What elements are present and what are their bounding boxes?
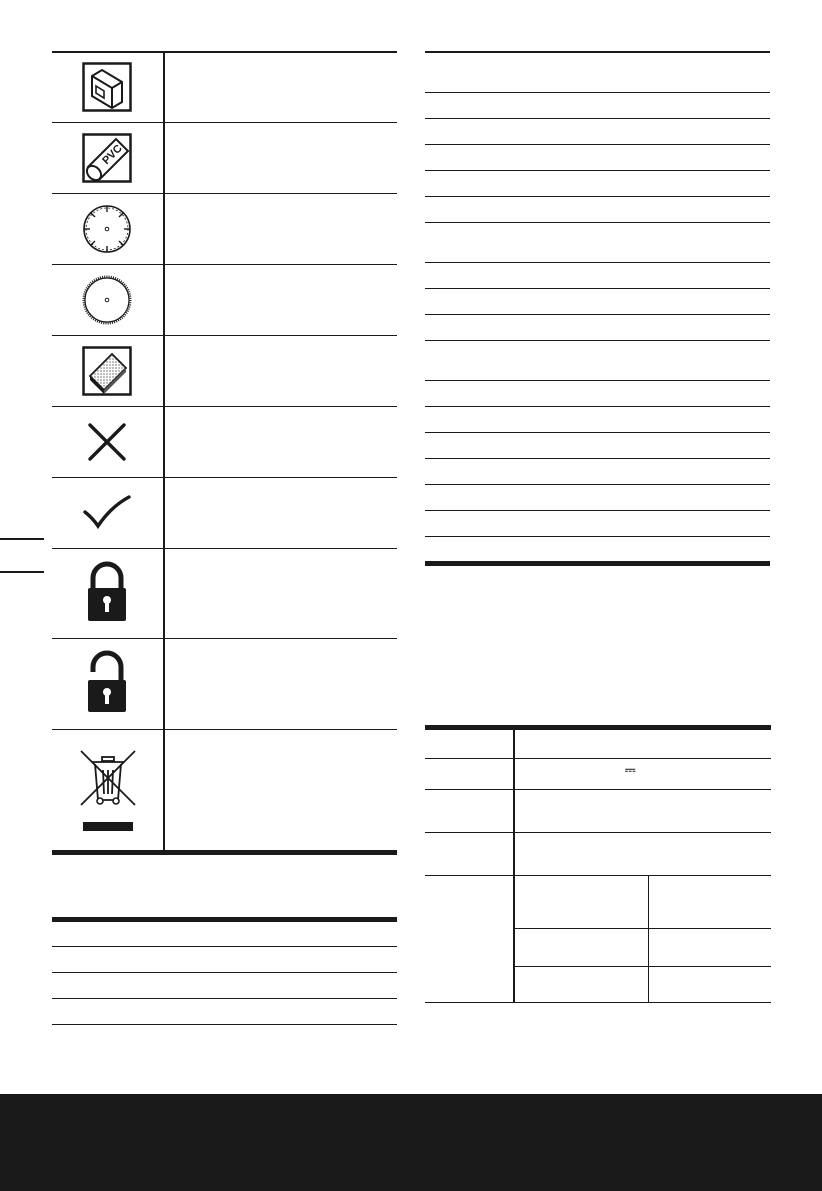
weee-bin-icon: [78, 748, 138, 834]
table-column-divider: [513, 730, 515, 1002]
table-rule: [52, 1024, 397, 1025]
table-rule: [52, 548, 397, 549]
table-rule: [52, 193, 397, 194]
table-rule: [425, 1002, 771, 1003]
pvc-label: PVC: [100, 142, 125, 168]
table-rule: [425, 875, 771, 876]
table-rule: [425, 170, 770, 171]
side-tab-mark: [0, 571, 44, 573]
table-rule: [425, 758, 771, 759]
footer-bar: [0, 1094, 822, 1191]
table-rule: [425, 144, 770, 145]
unlock-icon: [86, 650, 128, 714]
table-rule: [425, 92, 770, 93]
table-rule: [425, 406, 770, 407]
table-rule: [52, 998, 397, 999]
table-rule: [52, 729, 397, 730]
table-rule: [52, 638, 397, 639]
check-icon: [82, 494, 132, 530]
table-rule: [425, 789, 771, 790]
table-rule: [425, 51, 770, 53]
table-rule: [425, 458, 770, 459]
table-bottom-rule: [425, 561, 770, 566]
table-rule: [52, 477, 397, 478]
table-top-rule: [52, 917, 397, 922]
table-rule: [425, 262, 770, 263]
table-rule: [425, 536, 770, 537]
lock-icon: [86, 561, 128, 623]
diamond-blade-icon: [82, 204, 132, 254]
table-rule: [425, 314, 770, 315]
tile-icon: [82, 346, 132, 396]
table-rule: [52, 406, 397, 407]
table-rule: [52, 335, 397, 336]
table-column-divider: [163, 51, 165, 850]
table-bottom-rule: [52, 850, 397, 855]
table-rule: [425, 432, 770, 433]
table-column-divider: [648, 875, 649, 1002]
table-rule: [425, 380, 770, 381]
cross-icon: [86, 421, 128, 463]
table-rule: [425, 484, 770, 485]
table-rule: [52, 264, 397, 265]
table-top-rule: [425, 725, 771, 730]
tct-blade-icon: [82, 275, 132, 325]
table-rule: [514, 928, 771, 929]
side-tab-mark: [0, 538, 44, 540]
table-rule: [425, 340, 770, 341]
table-rule: [52, 946, 397, 947]
table-rule: [425, 832, 771, 833]
table-rule: [425, 118, 770, 119]
table-rule: [52, 122, 397, 123]
table-rule: [514, 966, 771, 967]
table-rule: [52, 51, 397, 53]
table-rule: [425, 510, 770, 511]
table-rule: [425, 288, 770, 289]
pvc-pipe-icon: [82, 133, 132, 183]
aluminium-profile-icon: [82, 62, 132, 112]
table-rule: [52, 972, 397, 973]
table-rule: [425, 222, 770, 223]
dc-symbol: ⎓: [625, 763, 636, 778]
table-rule: [425, 196, 770, 197]
